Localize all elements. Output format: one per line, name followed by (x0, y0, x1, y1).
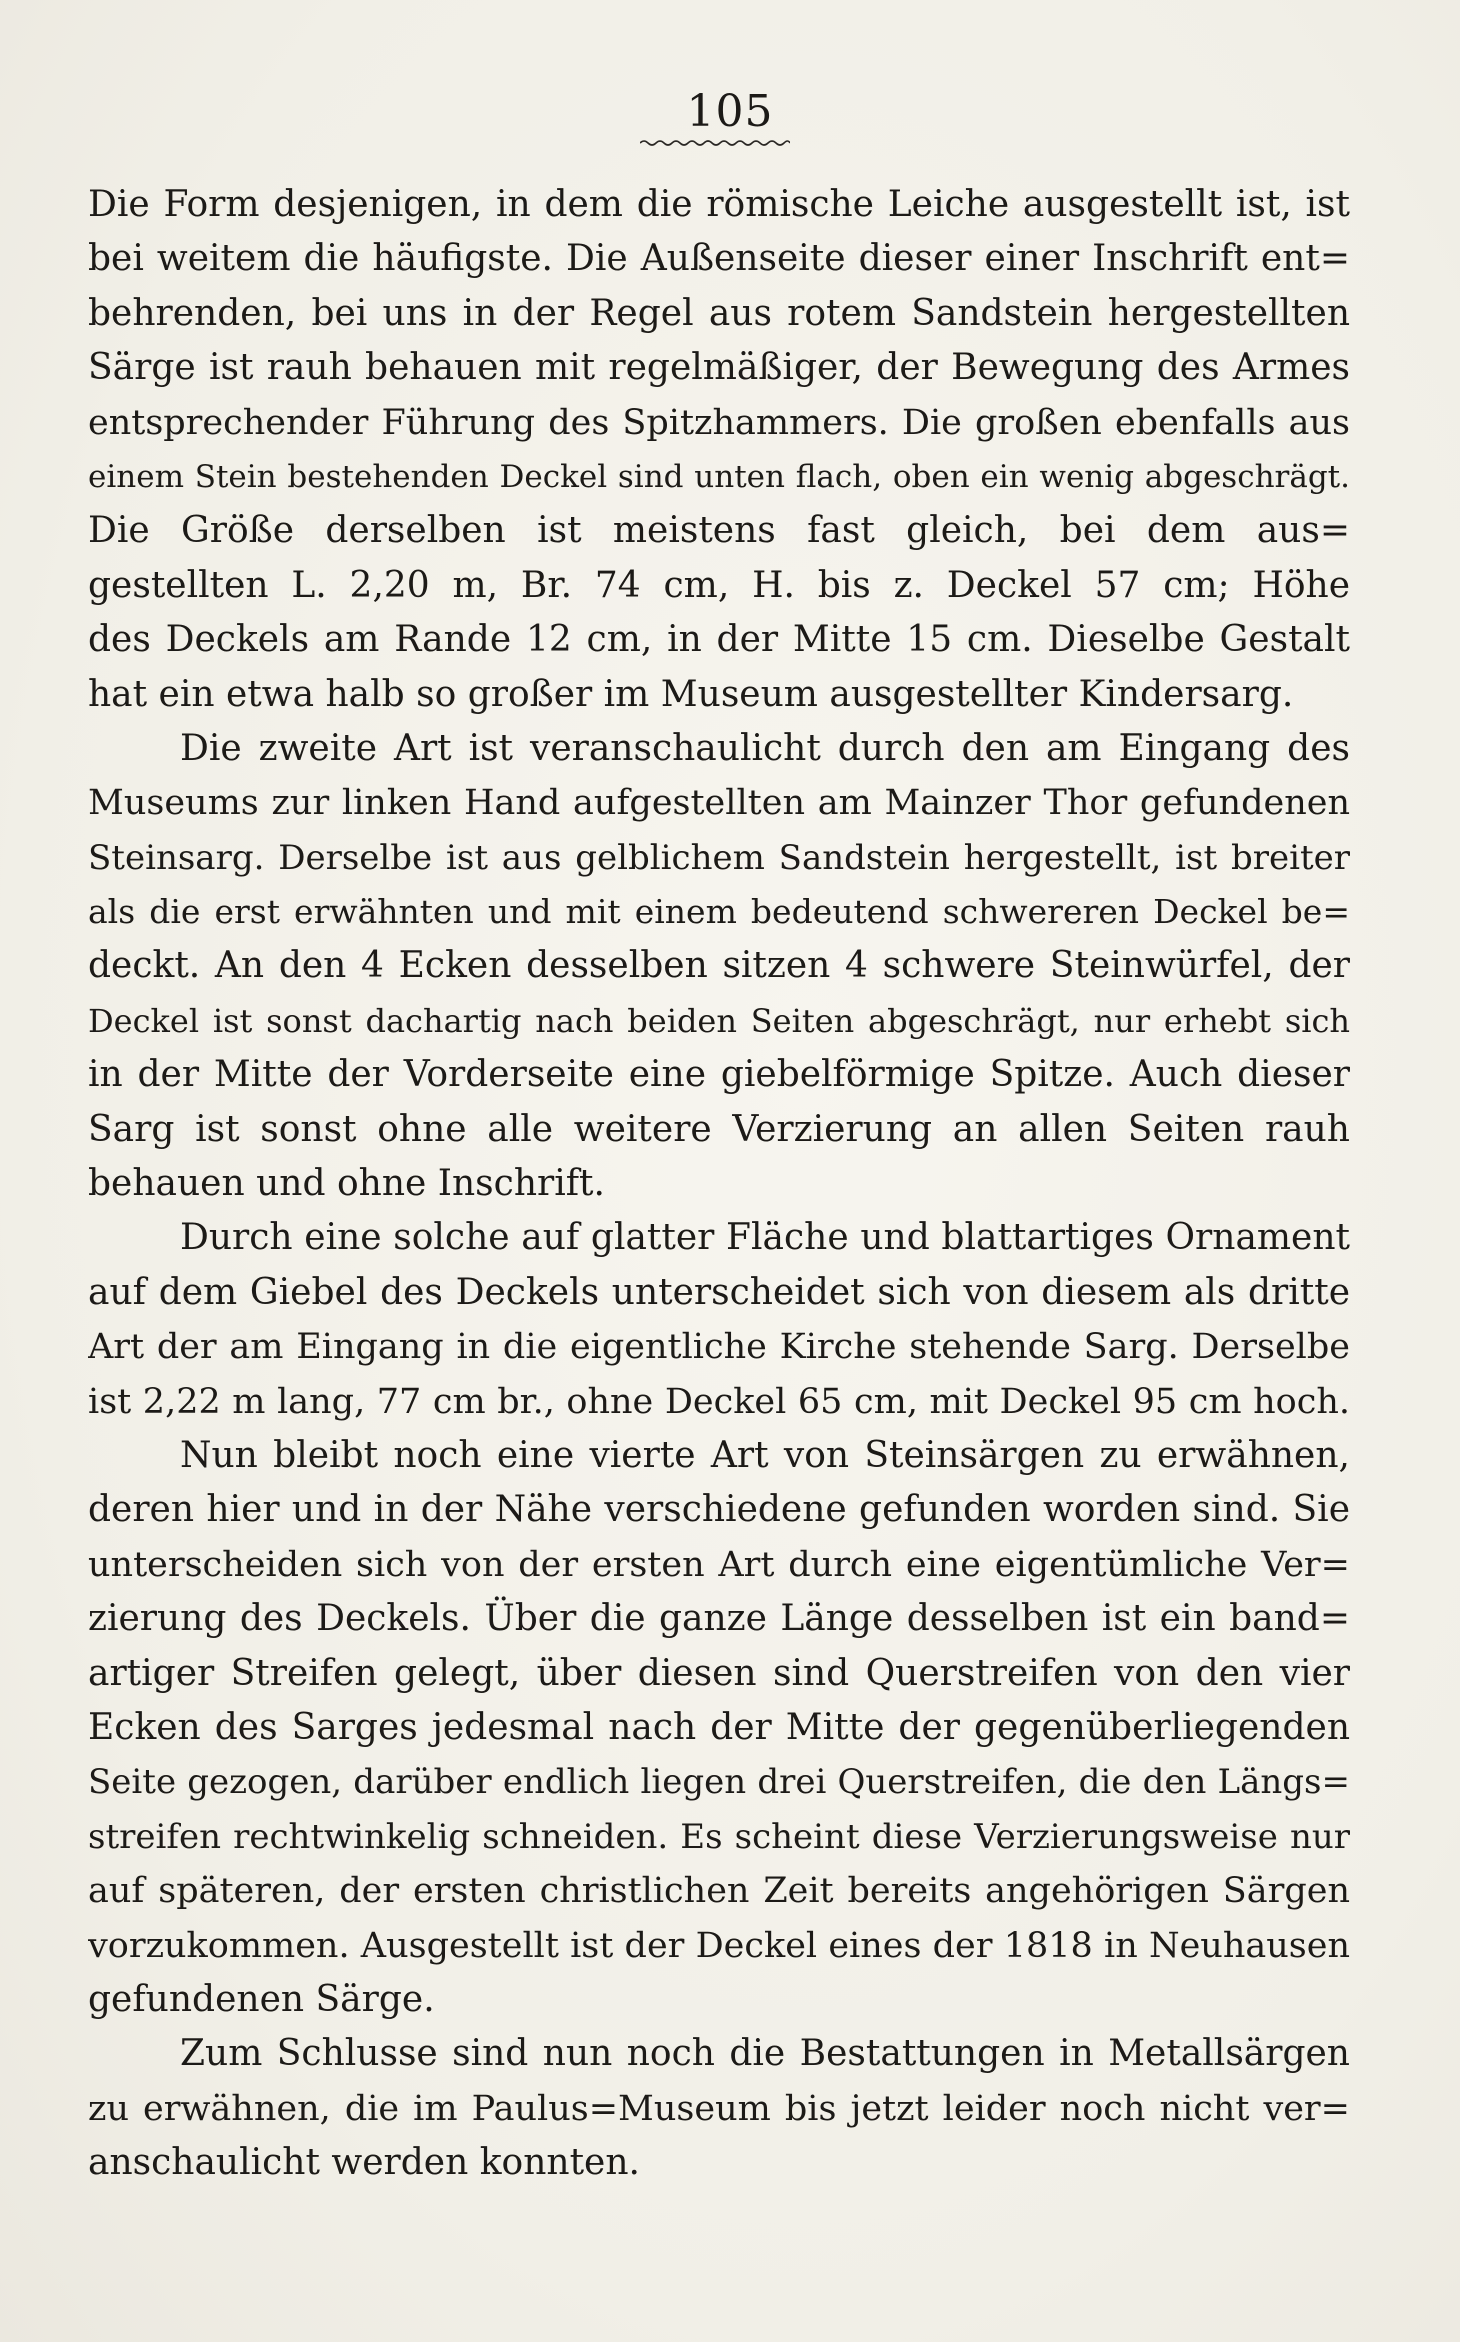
text-line: Zum Schlusse sind nun noch die Bestattungen in Metallsärgen (180, 2033, 1350, 2075)
text-line: als die erst erwähnten und mit einem bedeutend schwereren Deckel be= (88, 892, 1350, 932)
text-line: Seite gezogen, darüber endlich liegen drei Querstreifen, die den Längs= (88, 1762, 1350, 1803)
text-line: hat ein etwa halb so großer im Museum ausgestellter Kindersarg. (88, 673, 1294, 715)
text-line: vorzukommen. Ausgestellt ist der Deckel eines der 1818 in Neuhausen (88, 1925, 1350, 1966)
text-line: Ecken des Sarges jedesmal nach der Mitte der gegenüberliegenden (88, 1706, 1350, 1748)
page-number: 105 (686, 86, 774, 137)
text-line: Die Form desjenigen, in dem die römische Leiche ausgestellt ist, ist (88, 184, 1350, 225)
text-line: Die Größe derselben ist meistens fast gleich, bei dem aus= (88, 510, 1350, 552)
text-line: einem Stein bestehenden Deckel sind unten flach, oben ein wenig abgeschrägt. (88, 458, 1350, 495)
text-line: zu erwähnen, die im Paulus=Museum bis jetzt leider noch nicht ver= (88, 2088, 1350, 2129)
text-line: behrenden, bei uns in der Regel aus rotem Sandstein hergestellten (88, 292, 1350, 334)
text-line: artiger Streifen gelegt, über diesen sind Querstreifen von den vier (88, 1652, 1350, 1694)
text-line: bei weitem die häufigste. Die Außenseite dieser einer Inschrift ent= (88, 238, 1350, 280)
text-line: behauen und ohne Inschrift. (88, 1163, 605, 1205)
text-line: auf dem Giebel des Deckels unterscheidet sich von diesem als dritte (88, 1271, 1350, 1313)
text-line: gefundenen Särge. (88, 1978, 435, 2020)
text-line: Die zweite Art ist veranschaulicht durch den am Eingang des (180, 727, 1350, 769)
text-line: Sarg ist sonst ohne alle weitere Verzierung an allen Seiten rauh (88, 1108, 1350, 1150)
text-line: ist 2,22 m lang, 77 cm br., ohne Deckel 65 cm, mit Deckel 95 cm hoch. (88, 1381, 1350, 1422)
text-line: Nun bleibt noch eine vierte Art von Steinsärgen zu erwähnen, (180, 1434, 1350, 1476)
text-line: des Deckels am Rande 12 cm, in der Mitte 15 cm. Dieselbe Gestalt (88, 619, 1350, 661)
text-line: entsprechender Führung des Spitzhammers. Die großen ebenfalls aus (88, 402, 1350, 443)
text-line: Steinsarg. Derselbe ist aus gelblichem Sandstein hergestellt, ist breiter (88, 837, 1350, 878)
decorative-wavy-rule (640, 138, 790, 148)
text-line: Museums zur linken Hand aufgestellten am Mainzer Thor gefundenen (88, 783, 1350, 824)
text-line: anschaulicht werden konnten. (88, 2142, 640, 2184)
text-line: zierung des Deckels. Über die ganze Länge desselben ist ein band= (88, 1598, 1350, 1640)
text-line: Durch eine solche auf glatter Fläche und blattartiges Ornament (180, 1217, 1350, 1259)
text-line: Deckel ist sonst dachartig nach beiden Seiten abgeschrägt, nur erhebt sich (88, 1001, 1350, 1040)
text-line: unterscheiden sich von der ersten Art durch eine eigentümliche Ver= (88, 1544, 1350, 1585)
text-line: auf späteren, der ersten christlichen Zeit bereits angehörigen Särgen (88, 1871, 1350, 1912)
text-line: Särge ist rauh behauen mit regelmäßiger, der Bewegung des Armes (88, 347, 1350, 389)
text-line: Art der am Eingang in die eigentliche Kirche stehende Sarg. Derselbe (88, 1327, 1350, 1368)
text-line: deckt. An den 4 Ecken desselben sitzen 4 schwere Steinwürfel, der (88, 945, 1350, 987)
body-text (88, 178, 1350, 2190)
text-line: streifen rechtwinkelig schneiden. Es scheint diese Verzierungsweise nur (88, 1816, 1350, 1857)
text-line: deren hier und in der Nähe verschiedene gefunden worden sind. Sie (88, 1489, 1350, 1531)
text-line: in der Mitte der Vorderseite eine giebelförmige Spitze. Auch dieser (88, 1054, 1350, 1096)
text-line: gestellten L. 2,20 m, Br. 74 cm, H. bis z. Deckel 57 cm; Höhe (88, 564, 1350, 606)
